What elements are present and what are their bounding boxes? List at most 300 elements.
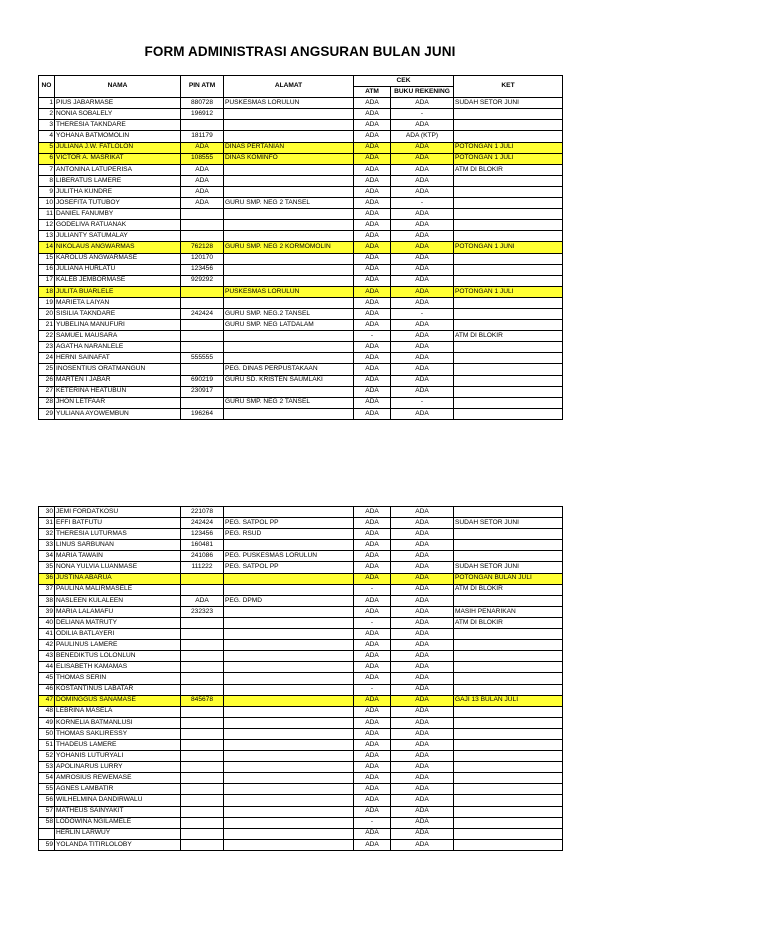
row-atm-cell: ADA [354, 408, 391, 419]
row-no-cell: 48 [39, 706, 55, 717]
row-buku-rekening-cell: ADA [391, 717, 454, 728]
row-buku-rekening-cell: ADA [391, 175, 454, 186]
row-no-cell: 7 [39, 164, 55, 175]
row-atm-cell: ADA [354, 640, 391, 651]
row-alamat-cell: GURU SMP. NEG 2 KORMOMOLIN [224, 242, 354, 253]
row-nama-cell: PIUS JABARMASE [55, 98, 181, 109]
table-row [39, 164, 563, 175]
row-no-cell: 42 [39, 640, 55, 651]
table-row [39, 209, 563, 220]
row-alamat-cell: PEG. PUSKESMAS LORULUN [224, 551, 354, 562]
table-row [39, 320, 563, 331]
row-nama-cell: PAULINA MALIRMASELE [55, 584, 181, 595]
row-ket-cell [454, 209, 563, 220]
row-buku-rekening-cell: ADA [391, 662, 454, 673]
row-nama-cell: EFFI BATFUTU [55, 518, 181, 529]
row-buku-rekening-cell: ADA [391, 573, 454, 584]
row-no-cell: 5 [39, 142, 55, 153]
row-alamat-cell [224, 386, 354, 397]
row-pin-cell [181, 795, 224, 806]
row-pin-cell [181, 839, 224, 850]
table-row [39, 109, 563, 120]
row-alamat-cell [224, 839, 354, 850]
row-no-cell: 34 [39, 551, 55, 562]
row-atm-cell: ADA [354, 286, 391, 297]
row-atm-cell: ADA [354, 120, 391, 131]
table-row [39, 220, 563, 231]
table-row [39, 640, 563, 651]
table-row [39, 186, 563, 197]
row-ket-cell [454, 717, 563, 728]
row-pin-cell [181, 120, 224, 131]
row-nama-cell: APOLINARUS LURRY [55, 762, 181, 773]
row-no-cell: 51 [39, 739, 55, 750]
row-nama-cell: MARTEN I JABAR [55, 375, 181, 386]
row-alamat-cell: GURU SD. KRISTEN SAUMLAKI [224, 375, 354, 386]
row-nama-cell: KALEB JEMBORMASE [55, 275, 181, 286]
row-pin-cell [181, 673, 224, 684]
row-alamat-cell [224, 231, 354, 242]
row-alamat-cell [224, 773, 354, 784]
row-buku-rekening-cell: ADA [391, 617, 454, 628]
row-pin-cell [181, 297, 224, 308]
row-atm-cell: - [354, 331, 391, 342]
row-atm-cell: ADA [354, 186, 391, 197]
row-nama-cell: THERESIA LUTURMAS [55, 529, 181, 540]
row-pin-cell [181, 684, 224, 695]
row-ket-cell [454, 595, 563, 606]
row-no-cell: 36 [39, 573, 55, 584]
table-row [39, 131, 563, 142]
row-ket-cell [454, 828, 563, 839]
row-buku-rekening-cell: ADA [391, 253, 454, 264]
row-atm-cell: ADA [354, 751, 391, 762]
row-alamat-cell: PUSKESMAS LORULUN [224, 286, 354, 297]
row-no-cell: 12 [39, 220, 55, 231]
header-cek: CEK [354, 76, 454, 87]
row-no-cell: 23 [39, 342, 55, 353]
row-buku-rekening-cell: ADA (KTP) [391, 131, 454, 142]
row-alamat-cell: PUSKESMAS LORULUN [224, 98, 354, 109]
row-no-cell: 56 [39, 795, 55, 806]
table-row [39, 673, 563, 684]
row-pin-cell: 762128 [181, 242, 224, 253]
row-atm-cell: ADA [354, 695, 391, 706]
row-nama-cell: JULITA BUARLELE [55, 286, 181, 297]
table-row [39, 584, 563, 595]
row-buku-rekening-cell: ADA [391, 828, 454, 839]
table-row [39, 684, 563, 695]
row-atm-cell: ADA [354, 386, 391, 397]
row-ket-cell [454, 397, 563, 408]
row-buku-rekening-cell: ADA [391, 784, 454, 795]
row-buku-rekening-cell: - [391, 198, 454, 209]
row-pin-cell: ADA [181, 595, 224, 606]
header-alamat: ALAMAT [224, 76, 354, 98]
row-ket-cell [454, 342, 563, 353]
row-ket-cell [454, 795, 563, 806]
table-row [39, 507, 563, 518]
row-buku-rekening-cell: ADA [391, 673, 454, 684]
row-nama-cell: LODOWINA NGILAMELE [55, 817, 181, 828]
row-no-cell: 26 [39, 375, 55, 386]
row-nama-cell: AMROSIUS REWEMASE [55, 773, 181, 784]
row-ket-cell: POTONGAN 1 JULI [454, 142, 563, 153]
table-row [39, 595, 563, 606]
row-pin-cell: 221078 [181, 507, 224, 518]
row-atm-cell: ADA [354, 164, 391, 175]
row-nama-cell: MARIA TAWAIN [55, 551, 181, 562]
row-buku-rekening-cell: ADA [391, 286, 454, 297]
row-ket-cell: POTONGAN 1 JUNI [454, 242, 563, 253]
row-pin-cell [181, 617, 224, 628]
row-atm-cell: ADA [354, 806, 391, 817]
table-row [39, 651, 563, 662]
row-pin-cell [181, 640, 224, 651]
row-nama-cell: WILHELMINA DANDIRWALU [55, 795, 181, 806]
row-alamat-cell [224, 209, 354, 220]
row-pin-cell [181, 364, 224, 375]
row-ket-cell [454, 817, 563, 828]
row-alamat-cell [224, 662, 354, 673]
row-no-cell: 32 [39, 529, 55, 540]
row-atm-cell: ADA [354, 551, 391, 562]
row-ket-cell [454, 762, 563, 773]
row-nama-cell: KORNELIA BATMANLUSI [55, 717, 181, 728]
row-buku-rekening-cell: ADA [391, 584, 454, 595]
row-ket-cell [454, 684, 563, 695]
row-nama-cell: JUSTINA ABARUA [55, 573, 181, 584]
table-row [39, 198, 563, 209]
row-buku-rekening-cell: ADA [391, 706, 454, 717]
row-pin-cell: ADA [181, 186, 224, 197]
table-row [39, 617, 563, 628]
row-buku-rekening-cell: ADA [391, 606, 454, 617]
row-no-cell: 6 [39, 153, 55, 164]
row-ket-cell: POTONGAN 1 JULI [454, 153, 563, 164]
row-pin-cell [181, 828, 224, 839]
row-no-cell: 31 [39, 518, 55, 529]
table-row [39, 573, 563, 584]
row-atm-cell: ADA [354, 529, 391, 540]
row-ket-cell [454, 320, 563, 331]
row-buku-rekening-cell: ADA [391, 651, 454, 662]
row-nama-cell: DANIEL FANUMBY [55, 209, 181, 220]
row-nama-cell: YOLANDA TITIRLOLOBY [55, 839, 181, 850]
row-atm-cell: ADA [354, 231, 391, 242]
row-pin-cell: 111222 [181, 562, 224, 573]
row-atm-cell: ADA [354, 209, 391, 220]
row-buku-rekening-cell: ADA [391, 762, 454, 773]
row-nama-cell: LEBRINA MASELA [55, 706, 181, 717]
table-row [39, 264, 563, 275]
row-alamat-cell [224, 706, 354, 717]
row-atm-cell: ADA [354, 784, 391, 795]
row-ket-cell [454, 253, 563, 264]
row-ket-cell: ATM DI BLOKIR [454, 617, 563, 628]
row-atm-cell: - [354, 684, 391, 695]
row-pin-cell [181, 662, 224, 673]
row-ket-cell [454, 784, 563, 795]
row-pin-cell [181, 651, 224, 662]
table-row [39, 308, 563, 319]
row-no-cell: 55 [39, 784, 55, 795]
row-ket-cell [454, 806, 563, 817]
row-ket-cell [454, 739, 563, 750]
table-row [39, 364, 563, 375]
row-ket-cell [454, 198, 563, 209]
row-alamat-cell [224, 507, 354, 518]
row-ket-cell [454, 529, 563, 540]
row-no-cell: 53 [39, 762, 55, 773]
row-nama-cell: BENEDIKTUS LOLONLUN [55, 651, 181, 662]
row-buku-rekening-cell: ADA [391, 142, 454, 153]
row-alamat-cell [224, 342, 354, 353]
row-alamat-cell: PEG. RSUD [224, 529, 354, 540]
table-row [39, 353, 563, 364]
row-pin-cell: 123456 [181, 264, 224, 275]
row-atm-cell: ADA [354, 131, 391, 142]
row-nama-cell: YOHANIS LUTURYALI [55, 751, 181, 762]
row-no-cell: 14 [39, 242, 55, 253]
row-buku-rekening-cell: ADA [391, 297, 454, 308]
row-buku-rekening-cell: ADA [391, 562, 454, 573]
row-alamat-cell [224, 131, 354, 142]
row-atm-cell: ADA [354, 253, 391, 264]
row-ket-cell [454, 220, 563, 231]
header-atm: ATM [354, 87, 391, 98]
row-pin-cell [181, 209, 224, 220]
row-ket-cell: POTONGAN BULAN JULI [454, 573, 563, 584]
row-pin-cell: ADA [181, 164, 224, 175]
table-row [39, 817, 563, 828]
table-row [39, 153, 563, 164]
row-pin-cell [181, 717, 224, 728]
row-alamat-cell: GURU SMP. NEG 2 TANSEL [224, 198, 354, 209]
row-nama-cell: NONIA SOBALELY [55, 109, 181, 120]
row-ket-cell [454, 640, 563, 651]
table-row [39, 297, 563, 308]
row-pin-cell: 196264 [181, 408, 224, 419]
row-alamat-cell [224, 640, 354, 651]
row-atm-cell: ADA [354, 562, 391, 573]
row-atm-cell: ADA [354, 662, 391, 673]
row-nama-cell: LINUS SARBUNAN [55, 540, 181, 551]
row-buku-rekening-cell: ADA [391, 153, 454, 164]
row-nama-cell: MARIETA LAIYAN [55, 297, 181, 308]
row-buku-rekening-cell: ADA [391, 817, 454, 828]
row-no-cell: 49 [39, 717, 55, 728]
row-no-cell: 58 [39, 817, 55, 828]
row-no-cell: 3 [39, 120, 55, 131]
row-no-cell: 35 [39, 562, 55, 573]
row-nama-cell: PAULINUS LAMERE [55, 640, 181, 651]
row-atm-cell: ADA [354, 397, 391, 408]
table-row [39, 540, 563, 551]
table-row [39, 286, 563, 297]
row-atm-cell: ADA [354, 342, 391, 353]
row-ket-cell [454, 662, 563, 673]
row-no-cell: 50 [39, 728, 55, 739]
row-alamat-cell [224, 806, 354, 817]
table-row [39, 806, 563, 817]
row-pin-cell: 241086 [181, 551, 224, 562]
row-atm-cell: ADA [354, 606, 391, 617]
table-row [39, 275, 563, 286]
row-ket-cell [454, 629, 563, 640]
row-alamat-cell: DINAS KOMINFO [224, 153, 354, 164]
row-atm-cell: - [354, 817, 391, 828]
row-pin-cell: ADA [181, 142, 224, 153]
table-row [39, 695, 563, 706]
row-atm-cell: ADA [354, 320, 391, 331]
row-alamat-cell [224, 164, 354, 175]
row-atm-cell: ADA [354, 839, 391, 850]
row-ket-cell [454, 540, 563, 551]
row-nama-cell: JULIANA J.W. FATLOLON [55, 142, 181, 153]
row-alamat-cell [224, 175, 354, 186]
row-buku-rekening-cell: ADA [391, 364, 454, 375]
row-nama-cell: THADEUS LAMERE [55, 739, 181, 750]
row-atm-cell: ADA [354, 353, 391, 364]
row-atm-cell: ADA [354, 264, 391, 275]
row-no-cell: 54 [39, 773, 55, 784]
row-nama-cell: KAROLUS ANGWARMASE [55, 253, 181, 264]
row-pin-cell [181, 773, 224, 784]
row-pin-cell [181, 739, 224, 750]
row-alamat-cell [224, 751, 354, 762]
row-pin-cell: 120170 [181, 253, 224, 264]
table-row [39, 839, 563, 850]
row-alamat-cell [224, 297, 354, 308]
row-nama-cell: ANTONINA LATUPERISA [55, 164, 181, 175]
table-row [39, 551, 563, 562]
row-pin-cell [181, 573, 224, 584]
row-alamat-cell [224, 120, 354, 131]
row-buku-rekening-cell: ADA [391, 342, 454, 353]
row-atm-cell: ADA [354, 275, 391, 286]
row-ket-cell: POTONGAN 1 JULI [454, 286, 563, 297]
row-nama-cell: NIKOLAUS ANGWARMAS [55, 242, 181, 253]
row-atm-cell: ADA [354, 540, 391, 551]
row-nama-cell: NONA YULVIA LUANMASE [55, 562, 181, 573]
row-pin-cell [181, 762, 224, 773]
row-alamat-cell [224, 331, 354, 342]
row-no-cell: 57 [39, 806, 55, 817]
row-alamat-cell [224, 353, 354, 364]
row-atm-cell: - [354, 584, 391, 595]
table-row [39, 629, 563, 640]
row-ket-cell: ATM DI BLOKIR [454, 584, 563, 595]
row-ket-cell: GAJI 13 BULAN JULI [454, 695, 563, 706]
row-atm-cell: ADA [354, 629, 391, 640]
header-buku-rekening: BUKU REKENING [391, 87, 454, 98]
row-no-cell: 19 [39, 297, 55, 308]
row-pin-cell: 880728 [181, 98, 224, 109]
row-no-cell: 11 [39, 209, 55, 220]
table-row [39, 231, 563, 242]
row-pin-cell [181, 817, 224, 828]
row-buku-rekening-cell: ADA [391, 375, 454, 386]
row-no-cell: 47 [39, 695, 55, 706]
row-alamat-cell [224, 275, 354, 286]
row-nama-cell: SAMUEL MAUSARA [55, 331, 181, 342]
row-pin-cell [181, 220, 224, 231]
row-alamat-cell: PEG. SATPOL PP [224, 518, 354, 529]
row-no-cell: 52 [39, 751, 55, 762]
row-alamat-cell: PEG. SATPOL PP [224, 562, 354, 573]
row-no-cell: 1 [39, 98, 55, 109]
row-buku-rekening-cell: - [391, 308, 454, 319]
row-nama-cell: KETERINA HEATUBUN [55, 386, 181, 397]
row-buku-rekening-cell: ADA [391, 795, 454, 806]
row-nama-cell: THOMAS SERIN [55, 673, 181, 684]
row-no-cell: 29 [39, 408, 55, 419]
row-nama-cell: MARIA LALAMAFU [55, 606, 181, 617]
row-nama-cell: THOMAS SAKLIRESSY [55, 728, 181, 739]
row-pin-cell: ADA [181, 198, 224, 209]
row-buku-rekening-cell: ADA [391, 220, 454, 231]
row-ket-cell [454, 264, 563, 275]
row-nama-cell: NASLEEN KULALEEN [55, 595, 181, 606]
row-nama-cell: YULIANA AYOWEMBUN [55, 408, 181, 419]
row-no-cell: 27 [39, 386, 55, 397]
row-pin-cell: 123456 [181, 529, 224, 540]
row-no-cell: 21 [39, 320, 55, 331]
row-alamat-cell [224, 739, 354, 750]
row-atm-cell: ADA [354, 507, 391, 518]
row-atm-cell: ADA [354, 308, 391, 319]
angsuran-table-2 [38, 506, 563, 851]
row-nama-cell: YOHANA BATMOMOLIN [55, 131, 181, 142]
row-nama-cell: LIBERATUS LAMERE [55, 175, 181, 186]
table-row [39, 762, 563, 773]
row-alamat-cell [224, 606, 354, 617]
row-buku-rekening-cell: ADA [391, 773, 454, 784]
row-alamat-cell [224, 617, 354, 628]
row-no-cell: 2 [39, 109, 55, 120]
row-alamat-cell: PEG. DPMD [224, 595, 354, 606]
row-ket-cell [454, 386, 563, 397]
row-atm-cell: ADA [354, 773, 391, 784]
row-ket-cell [454, 131, 563, 142]
header-pin-atm: PIN ATM [181, 76, 224, 98]
row-alamat-cell: GURU SMP. NEG.2 TANSEL [224, 308, 354, 319]
row-alamat-cell [224, 573, 354, 584]
row-ket-cell [454, 408, 563, 419]
row-nama-cell: JEMI FORDATKOSU [55, 507, 181, 518]
row-ket-cell: SUDAH SETOR JUNI [454, 562, 563, 573]
row-buku-rekening-cell: ADA [391, 353, 454, 364]
row-alamat-cell [224, 584, 354, 595]
row-ket-cell [454, 109, 563, 120]
row-alamat-cell [224, 795, 354, 806]
row-buku-rekening-cell: ADA [391, 120, 454, 131]
row-atm-cell: ADA [354, 651, 391, 662]
table-row [39, 662, 563, 673]
row-no-cell: 43 [39, 651, 55, 662]
row-nama-cell: JHON LETFAAR [55, 397, 181, 408]
row-atm-cell: ADA [354, 573, 391, 584]
row-atm-cell: ADA [354, 364, 391, 375]
row-ket-cell [454, 706, 563, 717]
table-row [39, 717, 563, 728]
table-row [39, 397, 563, 408]
row-buku-rekening-cell: ADA [391, 695, 454, 706]
row-atm-cell: ADA [354, 795, 391, 806]
row-pin-cell [181, 751, 224, 762]
row-alamat-cell [224, 828, 354, 839]
